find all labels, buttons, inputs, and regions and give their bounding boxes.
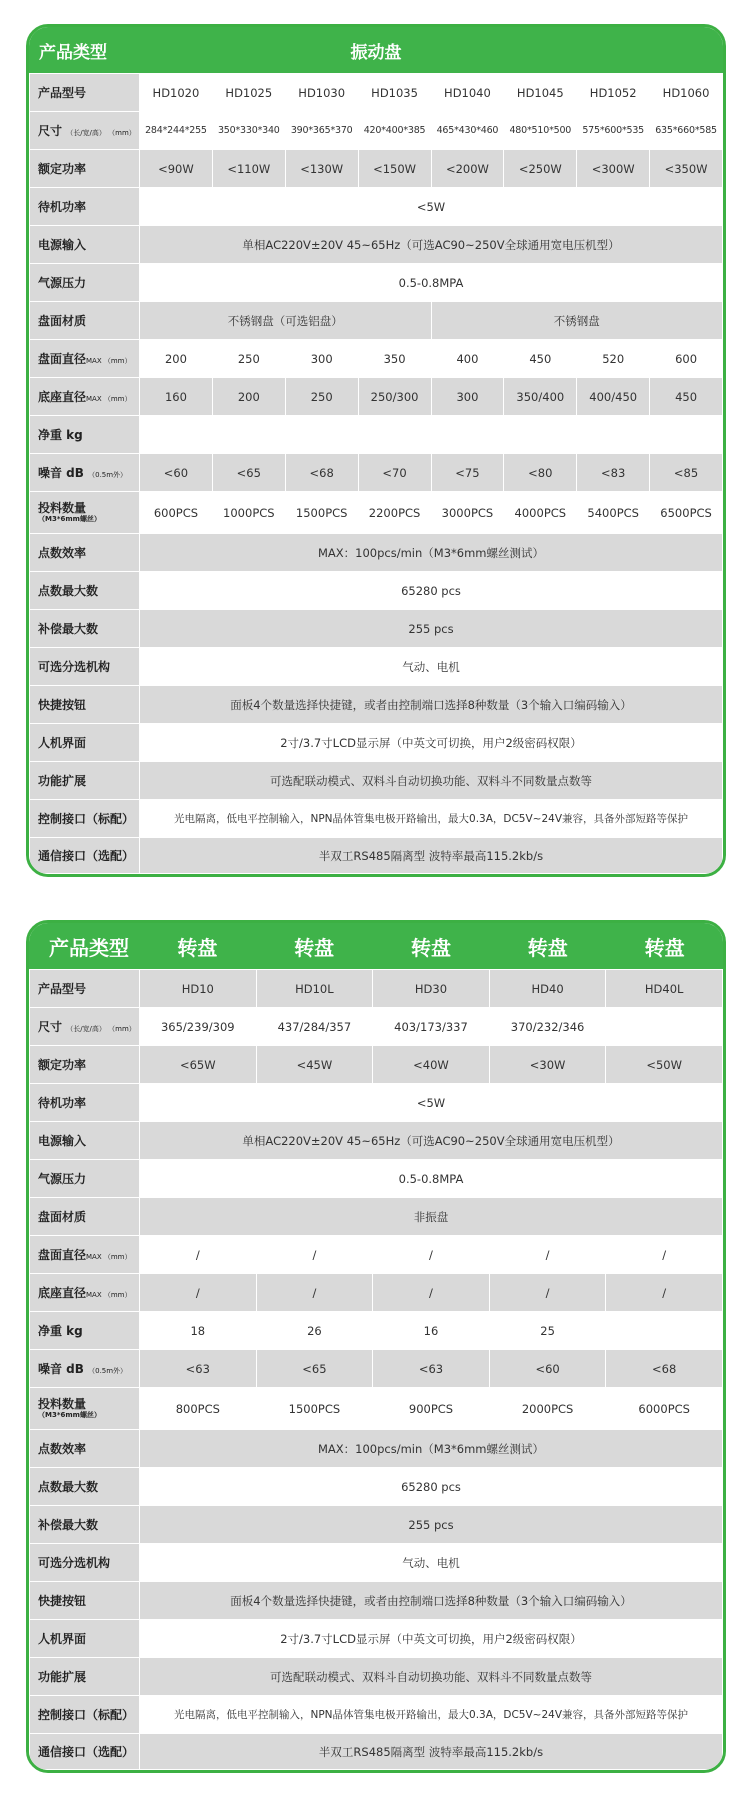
header-type: 转盘 [410, 935, 451, 960]
table-row [30, 1468, 723, 1506]
cell: <65 [256, 1350, 373, 1388]
cell: <45W [256, 1046, 373, 1084]
base-diameter-label: 底座直径 [38, 390, 87, 404]
cell: 4000PCS [504, 492, 577, 534]
cell: / [489, 1236, 606, 1274]
table-row [30, 1350, 723, 1388]
noise-label: 噪音 dB [38, 1362, 84, 1376]
cell: 可选配联动模式、双料斗自动切换功能、双料斗不同数量点数等 [140, 762, 723, 800]
cell: 284*244*255 [140, 112, 213, 150]
row-label-comm-if: 通信接口（选配） [30, 838, 140, 874]
table-row [30, 1696, 723, 1734]
cell: <85 [650, 454, 723, 492]
row-label-model: 产品型号 [30, 970, 140, 1008]
cell: HD1035 [358, 74, 431, 112]
noise-label: 噪音 dB [38, 466, 84, 480]
table-row [30, 1312, 723, 1350]
cell: HD1020 [140, 74, 213, 112]
size-unit: （长/宽/高） （mm） [66, 1025, 136, 1033]
cell: 0.5-0.8MPA [140, 1160, 723, 1198]
row-label-size [30, 112, 140, 150]
cell: HD1052 [577, 74, 650, 112]
cell: 370/232/346 [489, 1008, 606, 1046]
table-row [30, 302, 723, 340]
table-row [30, 1008, 723, 1046]
cell: 350 [358, 340, 431, 378]
cell: 350*330*340 [212, 112, 285, 150]
cell: 半双工RS485隔离型 波特率最高115.2kb/s [140, 1734, 723, 1770]
row-label-feed-qty [30, 1388, 140, 1430]
vibration-spec-table [29, 73, 723, 874]
cell: 200 [212, 378, 285, 416]
row-label-count-max: 点数最大数 [30, 572, 140, 610]
row-label-count-eff: 点数效率 [30, 1430, 140, 1468]
cell: 18 [140, 1312, 257, 1350]
cell: 65280 pcs [140, 1468, 723, 1506]
turntable-spec-card [26, 920, 726, 1773]
cell: 可选配联动模式、双料斗自动切换功能、双料斗不同数量点数等 [140, 1658, 723, 1696]
cell: 2000PCS [489, 1388, 606, 1430]
cell: MAX：100pcs/min（M3*6mm螺丝测试） [140, 1430, 723, 1468]
table-row [30, 648, 723, 686]
cell: HD1040 [431, 74, 504, 112]
cell: 2200PCS [358, 492, 431, 534]
cell: <70 [358, 454, 431, 492]
cell [606, 1312, 723, 1350]
row-label-air-pressure: 气源压力 [30, 264, 140, 302]
table-row [30, 1084, 723, 1122]
table-row [30, 724, 723, 762]
table-row [30, 1274, 723, 1312]
row-label-disk-diameter [30, 1236, 140, 1274]
feed-qty-unit: （M3*6mm螺丝） [38, 1411, 101, 1419]
header-type: 转盘 [294, 935, 335, 960]
cell: 不锈钢盘（可选铝盘） [140, 302, 432, 340]
cell: 300 [285, 340, 358, 378]
cell: <60 [489, 1350, 606, 1388]
table-row [30, 572, 723, 610]
table-row [30, 534, 723, 572]
row-label-rated-power: 额定功率 [30, 1046, 140, 1084]
cell: HD40 [489, 970, 606, 1008]
table-row [30, 112, 723, 150]
cell: <63 [140, 1350, 257, 1388]
row-label-shortcut: 快捷按钮 [30, 1582, 140, 1620]
row-label-base-diameter [30, 1274, 140, 1312]
cell: <63 [373, 1350, 490, 1388]
cell-empty [140, 416, 723, 454]
cell: <150W [358, 150, 431, 188]
cell: 600 [650, 340, 723, 378]
table-row [30, 1544, 723, 1582]
table-row [30, 1582, 723, 1620]
cell: 450 [650, 378, 723, 416]
cell: <83 [577, 454, 650, 492]
vibration-header [29, 27, 723, 73]
cell: <68 [285, 454, 358, 492]
base-diameter-label: 底座直径 [38, 1286, 87, 1300]
table-row [30, 762, 723, 800]
cell: / [373, 1236, 490, 1274]
row-label-count-max: 点数最大数 [30, 1468, 140, 1506]
cell: 面板4个数量选择快捷键，或者由控制端口选择8种数量（3个输入口编码输入） [140, 1582, 723, 1620]
disk-diameter-label: 盘面直径 [38, 1248, 87, 1262]
table-row [30, 340, 723, 378]
table-row [30, 970, 723, 1008]
cell: 6500PCS [650, 492, 723, 534]
row-label-disk-diameter [30, 340, 140, 378]
cell: 600PCS [140, 492, 213, 534]
size-label: 尺寸 [38, 124, 63, 138]
cell: <200W [431, 150, 504, 188]
size-label: 尺寸 [38, 1020, 63, 1034]
table-row [30, 264, 723, 302]
table-row [30, 1160, 723, 1198]
cell: HD40L [606, 970, 723, 1008]
cell: HD1045 [504, 74, 577, 112]
base-diameter-unit: MAX （mm） [86, 1291, 132, 1299]
row-label-shortcut: 快捷按钮 [30, 686, 140, 724]
cell: 单相AC220V±20V 45~65Hz（可选AC90~250V全球通用宽电压机型） [140, 1122, 723, 1160]
table-row [30, 1236, 723, 1274]
header-title: 振动盘 [350, 42, 402, 63]
cell: HD10L [256, 970, 373, 1008]
cell: 面板4个数量选择快捷键，或者由控制端口选择8种数量（3个输入口编码输入） [140, 686, 723, 724]
disk-diameter-unit: MAX （mm） [86, 357, 132, 365]
cell: 不锈钢盘 [431, 302, 723, 340]
row-label-ctrl-if: 控制接口（标配） [30, 800, 140, 838]
row-label-power-input: 电源输入 [30, 226, 140, 264]
cell: HD30 [373, 970, 490, 1008]
row-label-hmi: 人机界面 [30, 724, 140, 762]
cell: 255 pcs [140, 610, 723, 648]
row-label-func-ext: 功能扩展 [30, 762, 140, 800]
cell: <250W [504, 150, 577, 188]
cell: <40W [373, 1046, 490, 1084]
row-label-func-ext: 功能扩展 [30, 1658, 140, 1696]
cell: 520 [577, 340, 650, 378]
cell: 420*400*385 [358, 112, 431, 150]
cell: <350W [650, 150, 723, 188]
cell: 465*430*460 [431, 112, 504, 150]
cell: 350/400 [504, 378, 577, 416]
header-type: 转盘 [644, 935, 685, 960]
table-row [30, 150, 723, 188]
cell: 480*510*500 [504, 112, 577, 150]
table-row [30, 1388, 723, 1430]
feed-qty-label: 投料数量 [38, 1397, 87, 1411]
feed-qty-label: 投料数量 [38, 501, 87, 515]
cell: 1000PCS [212, 492, 285, 534]
table-row [30, 1122, 723, 1160]
cell: 65280 pcs [140, 572, 723, 610]
table-row [30, 1506, 723, 1544]
cell: 3000PCS [431, 492, 504, 534]
cell: 光电隔离，低电平控制输入，NPN晶体管集电极开路输出，最大0.3A，DC5V~24V兼容，具备外部短路等保护 [140, 800, 723, 838]
table-row [30, 226, 723, 264]
cell: 450 [504, 340, 577, 378]
turntable-header [29, 923, 723, 969]
cell: 800PCS [140, 1388, 257, 1430]
table-row [30, 686, 723, 724]
cell: 250/300 [358, 378, 431, 416]
cell: 气动、电机 [140, 1544, 723, 1582]
cell: 非振盘 [140, 1198, 723, 1236]
cell: <65 [212, 454, 285, 492]
cell: 437/284/357 [256, 1008, 373, 1046]
table-row [30, 1430, 723, 1468]
cell: 300 [431, 378, 504, 416]
cell: / [373, 1274, 490, 1312]
cell: 400 [431, 340, 504, 378]
table-row [30, 838, 723, 874]
cell: / [606, 1236, 723, 1274]
disk-diameter-unit: MAX （mm） [86, 1253, 132, 1261]
row-label-ctrl-if: 控制接口（标配） [30, 1696, 140, 1734]
table-row [30, 610, 723, 648]
cell: 25 [489, 1312, 606, 1350]
cell: 16 [373, 1312, 490, 1350]
row-label-comp-max: 补偿最大数 [30, 1506, 140, 1544]
cell: / [489, 1274, 606, 1312]
row-label-noise [30, 454, 140, 492]
cell: 气动、电机 [140, 648, 723, 686]
row-label-sort-mech: 可选分选机构 [30, 1544, 140, 1582]
row-label-net-weight: 净重 kg [30, 416, 140, 454]
table-row [30, 416, 723, 454]
noise-unit: （0.5m外） [88, 471, 128, 479]
cell: <30W [489, 1046, 606, 1084]
cell: / [606, 1274, 723, 1312]
table-row [30, 74, 723, 112]
cell: 26 [256, 1312, 373, 1350]
cell: <90W [140, 150, 213, 188]
cell: 400/450 [577, 378, 650, 416]
header-label: 产品类型 [49, 935, 129, 960]
disk-diameter-label: 盘面直径 [38, 352, 87, 366]
cell: <75 [431, 454, 504, 492]
cell: 403/173/337 [373, 1008, 490, 1046]
turntable-spec-table [29, 969, 723, 1770]
cell: 2寸/3.7寸LCD显示屏（中英文可切换，用户2级密码权限） [140, 1620, 723, 1658]
row-label-standby-power: 待机功率 [30, 1084, 140, 1122]
table-row [30, 1734, 723, 1770]
cell: 单相AC220V±20V 45~65Hz（可选AC90~250V全球通用宽电压机型） [140, 226, 723, 264]
row-label-net-weight: 净重 kg [30, 1312, 140, 1350]
cell: 255 pcs [140, 1506, 723, 1544]
table-row [30, 492, 723, 534]
cell: HD1060 [650, 74, 723, 112]
row-label-disk-material: 盘面材质 [30, 1198, 140, 1236]
row-label-size [30, 1008, 140, 1046]
row-label-comm-if: 通信接口（选配） [30, 1734, 140, 1770]
row-label-feed-qty [30, 492, 140, 534]
header-type: 转盘 [177, 935, 218, 960]
cell: 5400PCS [577, 492, 650, 534]
cell: 光电隔离，低电平控制输入，NPN晶体管集电极开路输出，最大0.3A，DC5V~24V兼容，具备外部短路等保护 [140, 1696, 723, 1734]
cell: <50W [606, 1046, 723, 1084]
cell: <5W [140, 188, 723, 226]
cell: 200 [140, 340, 213, 378]
cell: 1500PCS [256, 1388, 373, 1430]
cell: / [256, 1236, 373, 1274]
cell: 250 [212, 340, 285, 378]
cell: 6000PCS [606, 1388, 723, 1430]
cell: / [256, 1274, 373, 1312]
row-label-disk-material: 盘面材质 [30, 302, 140, 340]
row-label-standby-power: 待机功率 [30, 188, 140, 226]
cell: <68 [606, 1350, 723, 1388]
cell: <65W [140, 1046, 257, 1084]
table-row [30, 1198, 723, 1236]
table-row [30, 454, 723, 492]
table-row [30, 188, 723, 226]
cell: 390*365*370 [285, 112, 358, 150]
header-type: 转盘 [527, 935, 568, 960]
row-label-rated-power: 额定功率 [30, 150, 140, 188]
row-label-power-input: 电源输入 [30, 1122, 140, 1160]
cell: <60 [140, 454, 213, 492]
cell: 0.5-0.8MPA [140, 264, 723, 302]
cell: 半双工RS485隔离型 波特率最高115.2kb/s [140, 838, 723, 874]
row-label-sort-mech: 可选分选机构 [30, 648, 140, 686]
cell: 635*660*585 [650, 112, 723, 150]
cell: HD1025 [212, 74, 285, 112]
cell: / [140, 1236, 257, 1274]
size-unit: （长/宽/高） （mm） [66, 129, 136, 137]
cell: / [140, 1274, 257, 1312]
base-diameter-unit: MAX （mm） [86, 395, 132, 403]
cell: MAX：100pcs/min（M3*6mm螺丝测试） [140, 534, 723, 572]
row-label-air-pressure: 气源压力 [30, 1160, 140, 1198]
row-label-comp-max: 补偿最大数 [30, 610, 140, 648]
cell: 160 [140, 378, 213, 416]
cell: <130W [285, 150, 358, 188]
cell: <110W [212, 150, 285, 188]
table-row [30, 800, 723, 838]
cell: 575*600*535 [577, 112, 650, 150]
table-row [30, 378, 723, 416]
cell: 250 [285, 378, 358, 416]
cell: 900PCS [373, 1388, 490, 1430]
feed-qty-unit: （M3*6mm螺丝） [38, 515, 101, 523]
header-label: 产品类型 [39, 42, 107, 63]
cell [606, 1008, 723, 1046]
row-label-hmi: 人机界面 [30, 1620, 140, 1658]
cell: HD10 [140, 970, 257, 1008]
table-row [30, 1658, 723, 1696]
row-label-model: 产品型号 [30, 74, 140, 112]
cell: <300W [577, 150, 650, 188]
cell: <5W [140, 1084, 723, 1122]
vibration-bowl-spec-card [26, 24, 726, 877]
cell: 1500PCS [285, 492, 358, 534]
table-row [30, 1620, 723, 1658]
cell: 2寸/3.7寸LCD显示屏（中英文可切换，用户2级密码权限） [140, 724, 723, 762]
table-row [30, 1046, 723, 1084]
row-label-count-eff: 点数效率 [30, 534, 140, 572]
row-label-noise [30, 1350, 140, 1388]
row-label-base-diameter [30, 378, 140, 416]
cell: HD1030 [285, 74, 358, 112]
cell: <80 [504, 454, 577, 492]
cell: 365/239/309 [140, 1008, 257, 1046]
noise-unit: （0.5m外） [88, 1367, 128, 1375]
